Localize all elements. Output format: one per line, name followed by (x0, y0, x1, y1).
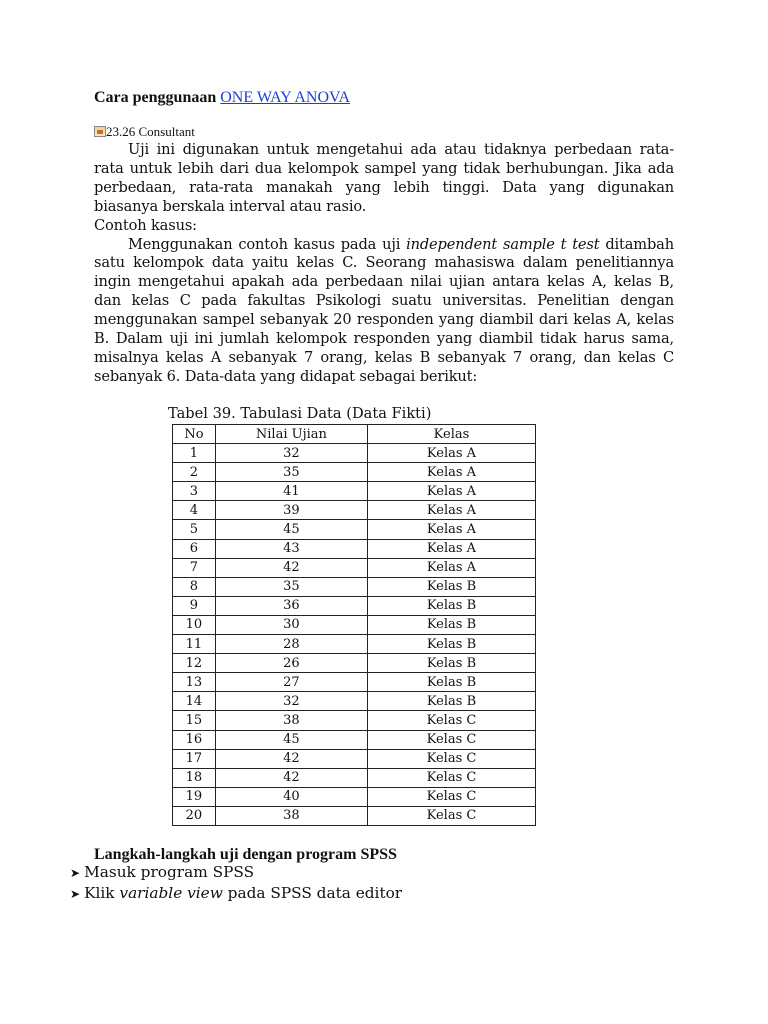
table-row (173, 482, 536, 501)
table-row (173, 539, 536, 558)
cell-nilai: 42 (215, 558, 367, 577)
cell-kelas: Kelas C (367, 768, 535, 787)
steps-heading: Langkah-langkah uji dengan program SPSS (94, 846, 397, 863)
contoh-kasus-label: Contoh kasus: (94, 216, 197, 234)
cell-nilai: 42 (215, 749, 367, 768)
cell-kelas: Kelas A (367, 501, 535, 520)
cell-kelas: Kelas C (367, 806, 535, 825)
cell-kelas: Kelas C (367, 787, 535, 806)
table-row (173, 577, 536, 596)
step-2-rest: pada SPSS data editor (222, 884, 403, 902)
cell-kelas: Kelas B (367, 596, 535, 615)
cell-no: 1 (173, 444, 216, 463)
consultant-text: 23.26 Consultant (106, 124, 195, 139)
heading-text: Cara penggunaan (94, 89, 217, 106)
table-row (173, 768, 536, 787)
cell-no: 11 (173, 635, 216, 654)
list-item (70, 883, 402, 904)
table-row (173, 806, 536, 825)
data-table (172, 424, 536, 826)
arrow-bullet-icon: ➤ (70, 887, 81, 901)
paragraph-case-rest: ditambah satu kelompok data yaitu kelas C. Seorang mahasiswa dalam penelitiannya ingin mengetahui apakah ada perbedaan nilai ujian antara kelas A, kelas B, dan kelas C pada fakultas Psikologi suatu universitas. Penelitian dengan menggunakan sampel sebanyak 20 responden yang diambil dari kelas A, kelas B. Dalam uji ini jumlah kelompok responden yang diambil tidak harus sama, misalnya kelas A sebanyak 7 orang, kelas B sebanyak 7 orang, dan kelas C sebanyak 6. Data-data yang didapat sebagai berikut: (94, 235, 674, 385)
cell-no: 6 (173, 539, 216, 558)
cell-nilai: 45 (215, 520, 367, 539)
page-heading (94, 89, 350, 107)
list-item (70, 862, 402, 883)
one-way-anova-link[interactable]: ONE WAY ANOVA (220, 89, 351, 106)
step-2-start: Klik (84, 884, 120, 902)
cell-nilai: 39 (215, 501, 367, 520)
cell-no: 5 (173, 520, 216, 539)
cell-kelas: Kelas B (367, 673, 535, 692)
cell-no: 3 (173, 482, 216, 501)
cell-kelas: Kelas A (367, 520, 535, 539)
cell-nilai: 30 (215, 615, 367, 634)
cell-no: 20 (173, 806, 216, 825)
cell-nilai: 45 (215, 730, 367, 749)
table-row (173, 692, 536, 711)
cell-kelas: Kelas B (367, 635, 535, 654)
cell-kelas: Kelas B (367, 654, 535, 673)
table-row (173, 463, 536, 482)
cell-nilai: 28 (215, 635, 367, 654)
cell-kelas: Kelas C (367, 730, 535, 749)
cell-kelas: Kelas C (367, 749, 535, 768)
cell-no: 15 (173, 711, 216, 730)
paragraph-intro: Uji ini digunakan untuk mengetahui ada atau tidaknya perbedaan rata-rata untuk lebih dari dua kelompok sampel yang tidak berhubungan. Jika ada perbedaan, rata-rata manakah yang lebih tinggi. Data yang digunakan biasanya berskala interval atau rasio. (94, 141, 674, 215)
cell-kelas: Kelas B (367, 692, 535, 711)
table-row (173, 596, 536, 615)
cell-nilai: 38 (215, 806, 367, 825)
cell-no: 16 (173, 730, 216, 749)
cell-kelas: Kelas A (367, 539, 535, 558)
image-placeholder-icon (94, 126, 106, 137)
header-nilai-ujian: Nilai Ujian (215, 425, 367, 444)
cell-no: 19 (173, 787, 216, 806)
steps-list (70, 862, 402, 904)
table-header-row (173, 425, 536, 444)
cell-kelas: Kelas B (367, 577, 535, 596)
cell-kelas: Kelas A (367, 558, 535, 577)
cell-no: 18 (173, 768, 216, 787)
table-row (173, 444, 536, 463)
cell-nilai: 35 (215, 463, 367, 482)
cell-no: 2 (173, 463, 216, 482)
cell-nilai: 43 (215, 539, 367, 558)
cell-kelas: Kelas A (367, 463, 535, 482)
cell-no: 10 (173, 615, 216, 634)
step-1-text: Masuk program SPSS (84, 863, 255, 881)
table-row (173, 635, 536, 654)
header-kelas: Kelas (367, 425, 535, 444)
cell-kelas: Kelas A (367, 482, 535, 501)
cell-nilai: 38 (215, 711, 367, 730)
cell-nilai: 40 (215, 787, 367, 806)
table-row (173, 501, 536, 520)
cell-nilai: 32 (215, 444, 367, 463)
cell-nilai: 26 (215, 654, 367, 673)
table-body (173, 444, 536, 826)
cell-no: 4 (173, 501, 216, 520)
cell-nilai: 32 (215, 692, 367, 711)
paragraph-case (94, 236, 674, 387)
table-row (173, 787, 536, 806)
cell-nilai: 41 (215, 482, 367, 501)
cell-no: 17 (173, 749, 216, 768)
cell-no: 9 (173, 596, 216, 615)
body-text (94, 141, 674, 387)
cell-nilai: 42 (215, 768, 367, 787)
arrow-bullet-icon: ➤ (70, 866, 81, 880)
table-row (173, 615, 536, 634)
consultant-line (94, 124, 195, 140)
table-row (173, 673, 536, 692)
paragraph-case-italic: independent sample t test (406, 235, 600, 253)
cell-no: 8 (173, 577, 216, 596)
table-row (173, 749, 536, 768)
step-2-italic: variable view (119, 884, 223, 902)
cell-kelas: Kelas A (367, 444, 535, 463)
table-caption: Tabel 39. Tabulasi Data (Data Fikti) (168, 405, 432, 422)
table-row (173, 558, 536, 577)
table-row (173, 730, 536, 749)
cell-kelas: Kelas B (367, 615, 535, 634)
paragraph-case-start: Menggunakan contoh kasus pada uji (128, 235, 407, 253)
cell-no: 14 (173, 692, 216, 711)
table-row (173, 711, 536, 730)
cell-nilai: 35 (215, 577, 367, 596)
table-row (173, 654, 536, 673)
cell-no: 13 (173, 673, 216, 692)
cell-nilai: 27 (215, 673, 367, 692)
cell-kelas: Kelas C (367, 711, 535, 730)
cell-no: 12 (173, 654, 216, 673)
table-row (173, 520, 536, 539)
cell-nilai: 36 (215, 596, 367, 615)
cell-no: 7 (173, 558, 216, 577)
header-no: No (173, 425, 216, 444)
